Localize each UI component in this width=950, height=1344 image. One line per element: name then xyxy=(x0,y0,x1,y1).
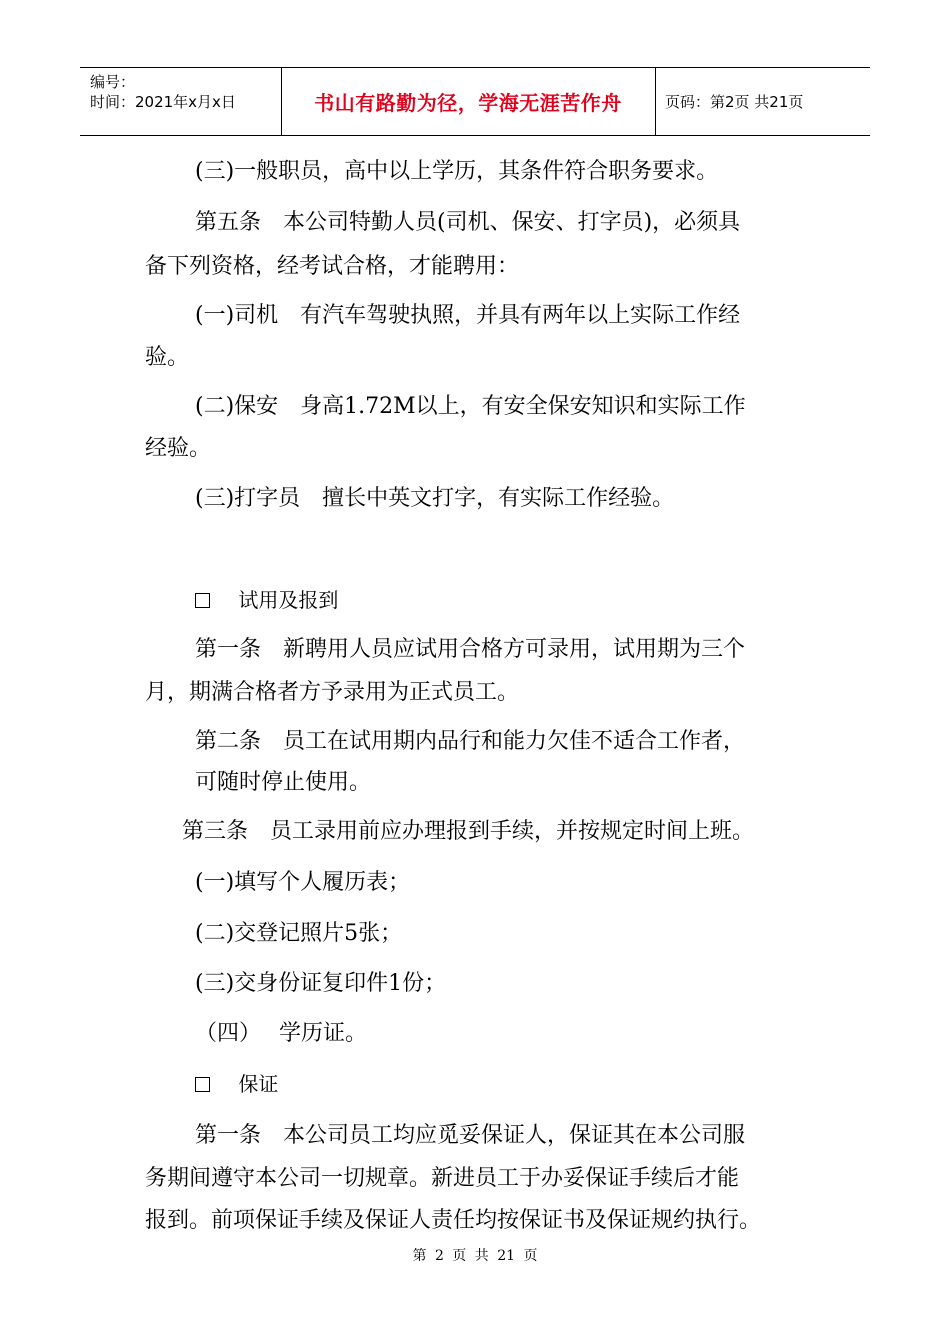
paragraph-line: 可随时停止使用。 xyxy=(195,770,372,795)
page-header xyxy=(80,67,870,136)
section-heading xyxy=(195,1070,278,1098)
paragraph-line: 月，期满合格者方予录用为正式员工。 xyxy=(145,680,520,705)
paragraph-line: 第一条 新聘用人员应试用合格方可录用，试用期为三个 xyxy=(195,637,746,662)
header-motto: 书山有路勤为径，学海无涯苦作舟 xyxy=(314,91,622,115)
checkbox-square-icon xyxy=(195,593,210,608)
paragraph-line: (三)一般职员，高中以上学历，其条件符合职务要求。 xyxy=(195,159,719,184)
paragraph-line: (二)交登记照片5张； xyxy=(195,921,403,946)
time-label: 时间：2021年x月x日 xyxy=(90,93,236,111)
number-label: 编号： xyxy=(90,73,136,91)
paragraph-line: （四） 学历证。 xyxy=(195,1021,367,1046)
paragraph-line: 经验。 xyxy=(145,436,212,461)
paragraph-line: 验。 xyxy=(145,345,190,370)
paragraph-line: 第一条 本公司员工均应觅妥保证人，保证其在本公司服 xyxy=(195,1123,746,1148)
section-title: 保证 xyxy=(238,1072,279,1096)
header-divider xyxy=(655,68,656,135)
section-title: 试用及报到 xyxy=(238,588,339,612)
section-heading xyxy=(195,586,338,614)
paragraph-line: 备下列资格，经考试合格，才能聘用： xyxy=(145,254,520,279)
header-left-cell xyxy=(90,72,236,112)
paragraph-line: (一)司机 有汽车驾驶执照，并具有两年以上实际工作经 xyxy=(195,303,741,328)
paragraph-line: 报到。前项保证手续及保证人责任均按保证书及保证规约执行。 xyxy=(145,1208,762,1233)
header-page-info: 页码：第2页 共21页 xyxy=(665,93,804,111)
paragraph-line: (一)填写个人履历表； xyxy=(195,870,411,895)
paragraph-line: 第五条 本公司特勤人员(司机、保安、打字员)，必须具 xyxy=(195,210,741,235)
paragraph-line: 第二条 员工在试用期内品行和能力欠佳不适合工作者， xyxy=(195,729,746,754)
checkbox-square-icon xyxy=(195,1077,210,1092)
paragraph-line: (三)打字员 擅长中英文打字，有实际工作经验。 xyxy=(195,486,675,511)
paragraph-line: (二)保安 身高1.72M以上，有安全保安知识和实际工作 xyxy=(195,394,746,419)
paragraph-line: (三)交身份证复印件1份； xyxy=(195,971,447,996)
paragraph-line: 第三条 员工录用前应办理报到手续，并按规定时间上班。 xyxy=(182,819,755,844)
paragraph-line: 务期间遵守本公司一切规章。新进员工于办妥保证手续后才能 xyxy=(145,1166,740,1191)
page-footer: 第 2 页 共 21 页 xyxy=(412,1248,538,1264)
